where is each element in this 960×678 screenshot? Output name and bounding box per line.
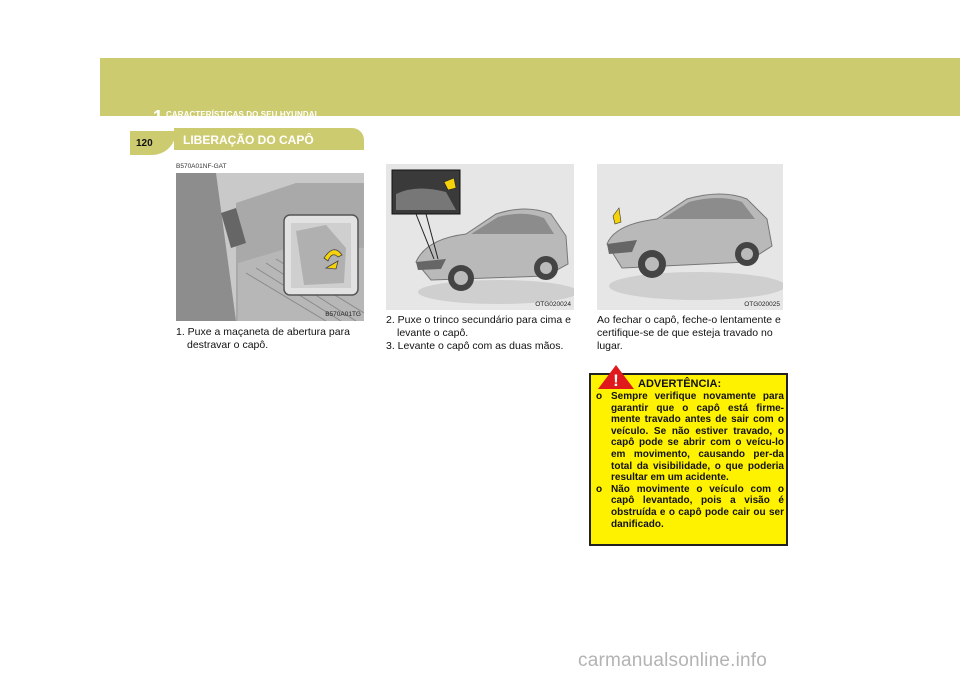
steps-2-3-column (386, 314, 576, 353)
hood-release-lever-figure (176, 173, 364, 321)
chapter-number: 1 (153, 107, 164, 127)
step-2-text: 2. Puxe o trinco secundário para cima e levante o capô. (386, 314, 572, 339)
step-3-text: 3. Levante o capô com as duas mãos. (386, 340, 564, 352)
step-1-text: 1. Puxe a maçaneta de abertura para destravar o capô. (176, 326, 350, 351)
secondary-latch-figure (386, 164, 574, 310)
closing-hood-car-illustration (597, 164, 783, 310)
figure-label: B570A01TG (325, 311, 361, 318)
warning-bullet: o (596, 483, 603, 495)
watermark: carmanualsonline.info (578, 650, 768, 671)
secondary-latch-car-illustration (386, 164, 574, 310)
figure-label: OTG020024 (535, 301, 571, 308)
warning-item (596, 484, 784, 530)
warning-item-text: Não movimente o veículo com o capô levantado, pois a visão é obstruída e o capô pode cair ou ser danificado. (611, 483, 784, 530)
section-title: LIBERAÇÃO DO CAPÔ (183, 133, 314, 147)
warning-list (596, 391, 784, 530)
warning-item-text: Sempre verifique novamente para garantir que o capô está firme-mente travado antes de sair com o veículo. Se não estiver travado, o capô pode se abrir com o veícu-lo em movimento, causando per-da total da visibilidade, o que poderia resultar em um acidente. (611, 391, 784, 484)
warning-title: ADVERTÊNCIA: (638, 378, 722, 390)
warning-item (596, 391, 784, 484)
page-number: 120 (136, 138, 153, 149)
figure-label: OTG020025 (744, 301, 780, 308)
chapter-title: CARACTERÍSTICAS DO SEU HYUNDAI (166, 110, 318, 119)
closing-instruction: Ao fechar o capô, feche-o lentamente e certifique-se de que esteja travado no lugar. (597, 314, 781, 352)
header-band (100, 58, 960, 116)
closing-hood-figure (597, 164, 783, 310)
reference-code: B570A01NF-GAT (176, 163, 227, 170)
step-1-column (176, 326, 366, 352)
warning-bullet: o (596, 391, 603, 402)
hood-release-lever-illustration (176, 173, 364, 321)
warning-icon-glyph: ! (613, 371, 619, 389)
warning-icon (598, 365, 634, 389)
